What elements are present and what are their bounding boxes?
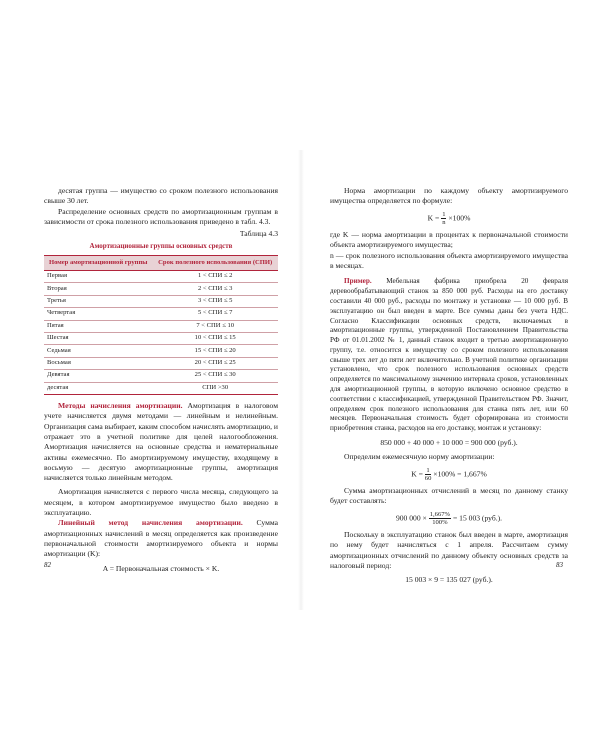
k-denominator: n bbox=[442, 218, 446, 226]
table-row bbox=[44, 382, 278, 394]
page-number-left: 82 bbox=[44, 561, 51, 569]
term-cell: 15 < СПИ ≤ 20 bbox=[152, 345, 278, 357]
group-cell: десятая bbox=[44, 382, 152, 394]
paragraph-april: Поскольку в эксплуатацию станок был введен в марте, амортизация по нему будет начисляться с 1 апреля. Рассчитаем сумму амортизационных отчислений по данному объекту основных средств за налоговый период: bbox=[330, 530, 568, 571]
methods-heading: Методы начисления амортизации. bbox=[58, 400, 183, 410]
paragraph-linear bbox=[44, 518, 278, 559]
formula-k60 bbox=[330, 467, 568, 483]
table-row bbox=[44, 320, 278, 332]
paragraph-example bbox=[330, 277, 568, 434]
left-page bbox=[44, 186, 278, 578]
where-n: n — срок полезного использования объекта амортизируемого имущества в месяцах. bbox=[330, 250, 568, 271]
group-cell: Шестая bbox=[44, 333, 152, 345]
term-cell: 10 < СПИ ≤ 15 bbox=[152, 333, 278, 345]
k-fraction bbox=[441, 211, 446, 227]
linear-text: Сумма амортизационных начислений в месяц определяется как произведение первоначальной стоимости амортизируемого объекта и нормы амортизации (K): bbox=[44, 518, 278, 559]
paragraph-monthly: Сумма амортизационных отчислений в месяц по данному станку будет составлять: bbox=[330, 486, 568, 506]
k2-numerator: 1 bbox=[426, 466, 430, 474]
k2-denominator: 60 bbox=[424, 474, 432, 482]
paragraph-distribution: Распределение основных средств по амортизационным группам в зависимости от срока полезного использования приведено в табл. 4.3. bbox=[44, 206, 278, 226]
m-right: = 15 003 (руб.). bbox=[452, 513, 503, 523]
paragraph-group-ten: десятая группа — имущество со сроком полезного использования свыше 30 лет. bbox=[44, 186, 278, 206]
group-cell: Четвертая bbox=[44, 308, 152, 320]
formula-monthly bbox=[330, 511, 568, 527]
formula-final: 15 003 × 9 = 135 027 (руб.). bbox=[405, 575, 493, 585]
m-left: 900 000 × bbox=[395, 513, 427, 523]
term-cell: 7 < СПИ ≤ 10 bbox=[152, 320, 278, 332]
group-cell: Восьмая bbox=[44, 357, 152, 369]
page-gutter bbox=[298, 150, 304, 610]
column-header-term: Срок полезного использования (СПИ) bbox=[152, 256, 278, 271]
group-cell: Пятая bbox=[44, 320, 152, 332]
amortization-groups-table bbox=[44, 255, 278, 395]
paragraph-norm: Определим ежемесячную норму амортизации: bbox=[344, 452, 495, 462]
term-cell: СПИ >30 bbox=[152, 382, 278, 394]
paragraph-methods bbox=[44, 401, 278, 484]
group-cell: Вторая bbox=[44, 283, 152, 295]
k2-fraction bbox=[425, 467, 432, 483]
group-cell: Седьмая bbox=[44, 345, 152, 357]
right-page bbox=[330, 186, 568, 590]
k2-right: ×100% = 1,667% bbox=[433, 469, 487, 478]
term-cell: 1 < СПИ ≤ 2 bbox=[152, 271, 278, 283]
term-cell: 3 < СПИ ≤ 5 bbox=[152, 295, 278, 307]
formula-a: A = Первоначальная стоимость × K. bbox=[102, 563, 220, 573]
page-number-right: 83 bbox=[556, 561, 563, 569]
paragraph-norm-intro: Норма амортизации по каждому объекту амортизируемого имущества определяется по формуле: bbox=[330, 186, 568, 206]
group-cell: Первая bbox=[44, 271, 152, 283]
group-cell: Третья bbox=[44, 295, 152, 307]
term-cell: 2 < СПИ ≤ 3 bbox=[152, 283, 278, 295]
term-cell: 20 < СПИ ≤ 25 bbox=[152, 357, 278, 369]
k-numerator: 1 bbox=[442, 210, 446, 218]
formula-k bbox=[330, 211, 568, 227]
table-row bbox=[44, 333, 278, 345]
m-denominator: 100% bbox=[432, 518, 448, 526]
methods-text: Амортизация в налоговом учете начисляется двумя методами — линейным и нелинейным. Организация сама выбирает, каким способом начислять амортизацию, и отражает это в учетной политике для целей налогообложения. Амортизация начисляется на основные средства и нематериальные активы ежемесячно. По амортизируемому имуществу, входящему в восьмую — десятую амортизационные группы, амортизация начисляется только линейным методом. bbox=[44, 400, 278, 483]
m-numerator: 1,667% bbox=[429, 510, 451, 518]
example-label: Пример. bbox=[344, 277, 372, 286]
table-row bbox=[44, 370, 278, 382]
m-fraction bbox=[429, 511, 451, 527]
table-title: Амортизационные группы основных средств bbox=[89, 241, 233, 250]
column-header-group: Номер амортизационной группы bbox=[44, 256, 152, 271]
k2-left: K = bbox=[411, 469, 423, 478]
table-row bbox=[44, 295, 278, 307]
table-number: Таблица 4.3 bbox=[239, 229, 278, 239]
group-cell: Девятая bbox=[44, 370, 152, 382]
example-text: Мебельная фабрика приобрела 20 февраля деревообрабатывающий станок за 850 000 руб. Расходы на его доставку составили 40 000 руб., расходы по монтажу и установке — 10 000 руб. В эксплуатацию он был введен в марте. Все суммы даны без учета НДС. Согласно Классификации основных средств, включаемых в амортизационные группы, утвержденной Постановлением Правительства РФ от 01.01.2002 № 1, данный станок входит в третью амортизационную группу, т.е. относится к имуществу со сроком полезного использования свыше трех лет до пяти лет включительно. В учетной политике организации установлено, что срок полезного использования основных средств определяется по максимальному значению интервала сроков, установленных для амортизационной группы, в которую включено основное средство в соответствии с классификацией, утвержденной Правительством РФ. Значит, определяем срок полезного использования для станка пять лет, или 60 месяцев. Первоначальная стоимость будет сформирована из стоимости приобретения станка, расходов на его доставку, монтаж и установку: bbox=[330, 277, 568, 433]
term-cell: 25 < СПИ ≤ 30 bbox=[152, 370, 278, 382]
linear-heading: Линейный метод начисления амортизации. bbox=[58, 518, 243, 528]
table-row bbox=[44, 357, 278, 369]
table-header-row bbox=[44, 256, 278, 271]
table-row bbox=[44, 308, 278, 320]
table-row bbox=[44, 345, 278, 357]
paragraph-start: Амортизация начисляется с первого числа месяца, следующего за месяцем, в котором амортизируемое имущество было введено в эксплуатацию. bbox=[44, 487, 278, 518]
formula-sum: 850 000 + 40 000 + 10 000 = 900 000 (руб.). bbox=[380, 437, 518, 447]
term-cell: 5 < СПИ ≤ 7 bbox=[152, 308, 278, 320]
table-row bbox=[44, 283, 278, 295]
table-row bbox=[44, 271, 278, 283]
k-left: K = bbox=[427, 213, 440, 223]
where-k: где K — норма амортизации в процентах к первоначальной стоимости объекта амортизируемого имущества; bbox=[330, 230, 568, 250]
k-right: ×100% bbox=[448, 213, 471, 223]
